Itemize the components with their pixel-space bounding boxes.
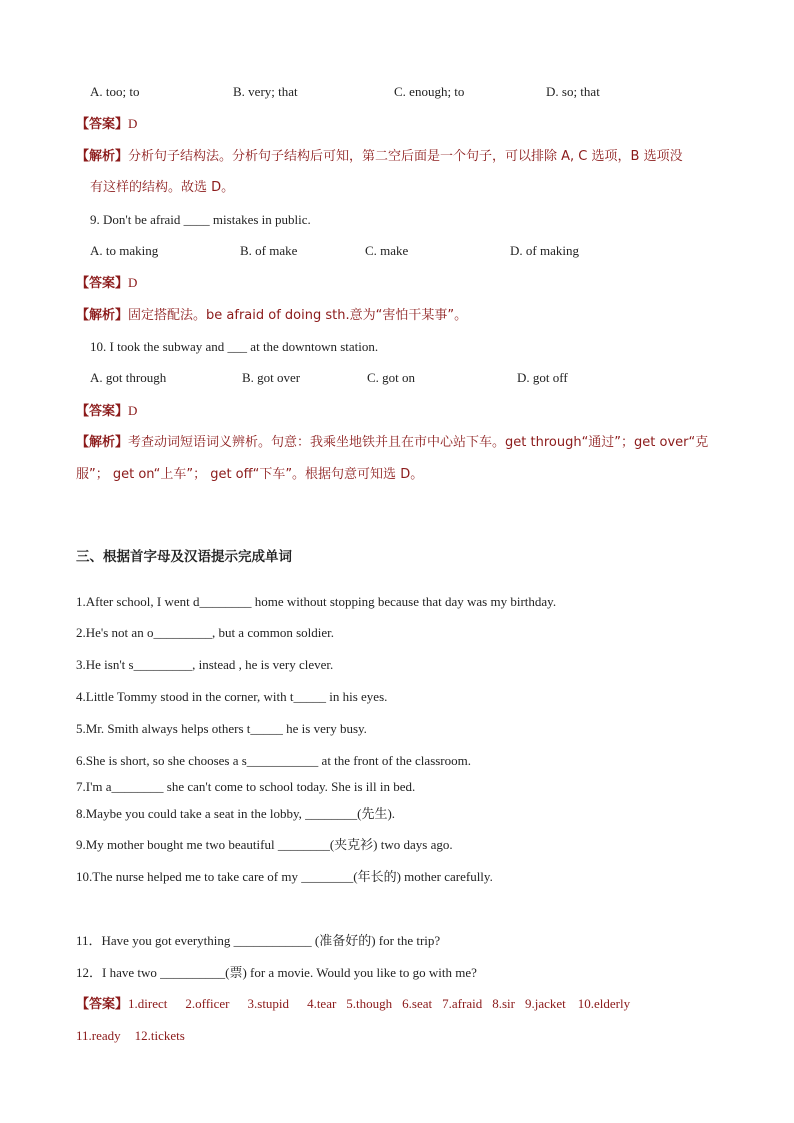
fill-item-11: 11．Have you got everything ____________ (准备好的) for the trip? xyxy=(76,933,441,948)
q10-option-b: B. got over xyxy=(242,370,301,385)
q9-option-c: C. make xyxy=(365,243,409,258)
answer-item: 4.tear xyxy=(307,996,337,1011)
q10-option-c: C. got on xyxy=(367,370,416,385)
fill-item-10: 10.The nurse helped me to take care of my ________(年长的) mother carefully. xyxy=(76,869,493,884)
analysis-tag: 【解析】 xyxy=(76,435,129,450)
analysis-tag: 【解析】 xyxy=(76,149,129,164)
q10-question: 10. I took the subway and ___ at the downtown station. xyxy=(90,339,379,354)
q8-analysis-line2 xyxy=(90,178,234,197)
fill-item-7: 7.I'm a________ she can't come to school today. She is ill in bed. xyxy=(76,779,416,794)
answer-tag: 【答案】 xyxy=(76,404,129,419)
analysis-text: 有这样的结构。故选 D。 xyxy=(90,180,235,195)
q9-option-a: A. to making xyxy=(90,243,159,258)
answer-item: 6.seat xyxy=(402,996,433,1011)
q9-answer xyxy=(76,274,137,293)
answer-value: D xyxy=(128,275,138,290)
fill-item-6: 6.She is short, so she chooses a s___________ at the front of the classroom. xyxy=(76,753,472,768)
q8-answer xyxy=(76,115,137,134)
q8-option-c: C. enough; to xyxy=(394,84,465,99)
q10-option-d: D. got off xyxy=(517,370,568,385)
q10-analysis-line1 xyxy=(76,433,708,452)
answer-item: 10.elderly xyxy=(577,996,631,1011)
q9-option-d: D. of making xyxy=(510,243,579,258)
answer-item: 12.tickets xyxy=(134,1028,185,1043)
q8-option-d: D. so; that xyxy=(546,84,600,99)
q10-answer xyxy=(76,402,137,421)
analysis-text: 分析句子结构法。分析句子结构后可知，第二空后面是一个句子，可以排除 A, C 选项，B 选项没 xyxy=(128,149,683,164)
section-heading: 三、根据首字母及汉语提示完成单词 xyxy=(76,549,292,565)
fill-item-3: 3.He isn't s_________, instead , he is very clever. xyxy=(76,657,334,672)
analysis-tag: 【解析】 xyxy=(76,308,129,323)
answer-tag: 【答案】 xyxy=(76,276,129,291)
q8-option-b: B. very; that xyxy=(233,84,298,99)
q9-question: 9. Don't be afraid ____ mistakes in public. xyxy=(90,212,311,227)
answer-item: 1.direct xyxy=(128,996,168,1011)
answer-tag: 【答案】 xyxy=(76,997,129,1012)
section3-answer-line2 xyxy=(76,1027,203,1045)
q8-analysis-line1 xyxy=(76,147,683,166)
answer-value: D xyxy=(128,116,138,131)
answer-item: 9.jacket xyxy=(524,996,566,1011)
answer-item: 2.officer xyxy=(185,996,230,1011)
answer-item: 8.sir xyxy=(492,996,515,1011)
answer-item: 7.afraid xyxy=(442,996,483,1011)
fill-item-5: 5.Mr. Smith always helps others t_____ he is very busy. xyxy=(76,721,367,736)
q9-option-b: B. of make xyxy=(240,243,298,258)
answer-item: 3.stupid xyxy=(247,996,290,1011)
q10-option-a: A. got through xyxy=(90,370,167,385)
section3-answer-line1 xyxy=(76,995,630,1014)
fill-item-12: 12．I have two __________(票) for a movie. Would you like to go with me? xyxy=(76,965,477,980)
q8-option-a: A. too; to xyxy=(90,84,140,99)
analysis-text: 服”； get on“上车”； get off“下车”。根据句意可知选 D。 xyxy=(76,467,424,482)
answer-item: 5.though xyxy=(346,996,393,1011)
q10-analysis-line2 xyxy=(76,465,423,484)
analysis-text: 考查动词短语词义辨析。句意：我乘坐地铁并且在市中心站下车。get through“通过”；get over“克 xyxy=(128,435,709,450)
answer-value: D xyxy=(128,403,138,418)
fill-item-1: 1.After school, I went d________ home without stopping because that day was my birthday. xyxy=(76,594,557,609)
fill-item-9: 9.My mother bought me two beautiful ________(夹克衫) two days ago. xyxy=(76,837,453,852)
analysis-text: 固定搭配法。be afraid of doing sth.意为“害怕干某事”。 xyxy=(128,308,468,323)
answer-tag: 【答案】 xyxy=(76,117,129,132)
fill-item-2: 2.He's not an o_________, but a common soldier. xyxy=(76,625,334,640)
fill-item-8: 8.Maybe you could take a seat in the lobby, ________(先生). xyxy=(76,806,396,821)
answer-item: 11.ready xyxy=(76,1028,121,1043)
q9-analysis xyxy=(76,306,467,325)
fill-item-4: 4.Little Tommy stood in the corner, with t_____ in his eyes. xyxy=(76,689,388,704)
